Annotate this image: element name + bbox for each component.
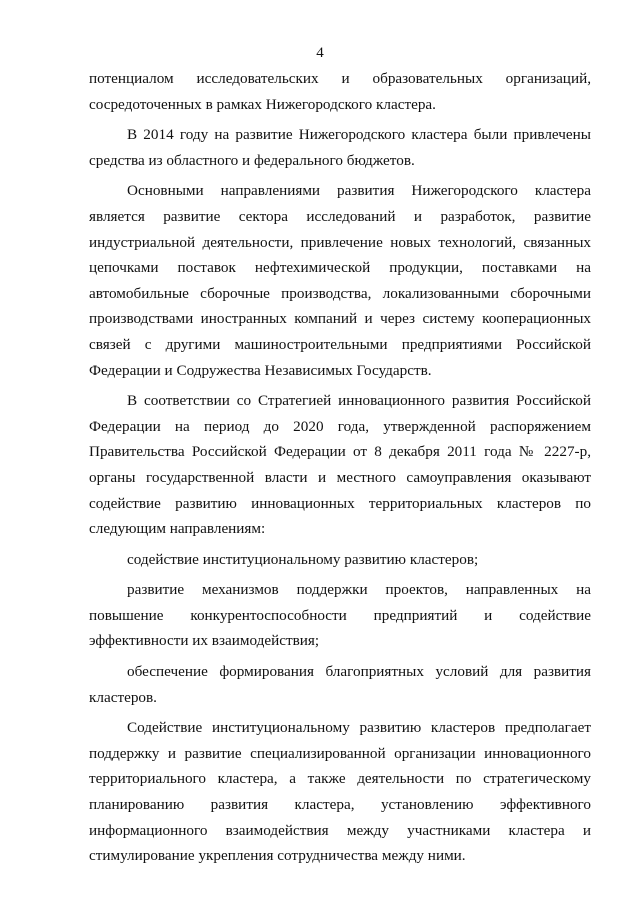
text-line: следующим направлениям: (89, 520, 266, 538)
text-line: содействие институциональному развитию кластеров; (127, 550, 479, 568)
text-line: повышение конкурентоспособности предприятий и содействие (89, 606, 591, 624)
text-line: поддержку и развитие специализированной организации инновационного (89, 744, 591, 762)
text-line: стимулирование укрепления сотрудничества между ними. (89, 847, 466, 865)
text-line: Правительства Российской Федерации от 8 декабря 2011 года № 2227-р, (89, 443, 591, 461)
text-line: развитие механизмов поддержки проектов, направленных на (127, 581, 591, 599)
text-line: цепочками поставок нефтехимической продукции, поставками на (89, 259, 591, 277)
text-line: В 2014 году на развитие Нижегородского кластера были привлечены (127, 126, 591, 144)
document-body (89, 66, 591, 874)
text-line: автомобильные сборочные производства, локализованными сборочными (89, 284, 591, 302)
paragraph (89, 178, 591, 383)
list-item (89, 547, 591, 573)
text-line: потенциалом исследовательских и образовательных организаций, (89, 70, 591, 87)
text-line: Федерации на период до 2020 года, утвержденной распоряжением (89, 417, 591, 435)
page-number: 4 (316, 45, 324, 61)
text-line: органы государственной власти и местного самоуправления оказывают (89, 468, 591, 486)
text-line: территориального кластера, а также деятельности по стратегическому (89, 770, 591, 788)
paragraph (89, 388, 591, 542)
text-line: сосредоточенных в рамках Нижегородского кластера. (89, 95, 436, 113)
text-line: В соответствии со Стратегией инновационного развития Российской (127, 392, 591, 410)
paragraph (89, 66, 591, 117)
text-line: производствами иностранных компаний и через систему кооперационных (89, 310, 591, 328)
text-line: кластеров. (89, 688, 157, 706)
paragraph (89, 715, 591, 869)
text-line: содействие развитию инновационных территориальных кластеров по (89, 494, 591, 512)
text-line: Содействие институциональному развитию кластеров предполагает (127, 719, 591, 737)
text-line: Федерации и Содружества Независимых Государств. (89, 361, 432, 379)
text-line: является развитие сектора исследований и разработок, развитие (89, 207, 591, 225)
list-item (89, 659, 591, 710)
text-line: планированию развития кластера, установлению эффективного (89, 796, 591, 814)
text-line: индустриальной деятельности, привлечение новых технологий, связанных (89, 233, 591, 251)
text-line: информационного взаимодействия между участниками кластера и (89, 821, 591, 839)
text-line: Основными направлениями развития Нижегородского кластера (127, 182, 591, 200)
list-item (89, 577, 591, 654)
text-line: средства из областного и федерального бюджетов. (89, 151, 415, 169)
text-line: эффективности их взаимодействия; (89, 632, 320, 650)
text-line: обеспечение формирования благоприятных условий для развития (127, 663, 591, 681)
paragraph (89, 122, 591, 173)
text-line: связей с другими машиностроительными предприятиями Российской (89, 335, 591, 353)
